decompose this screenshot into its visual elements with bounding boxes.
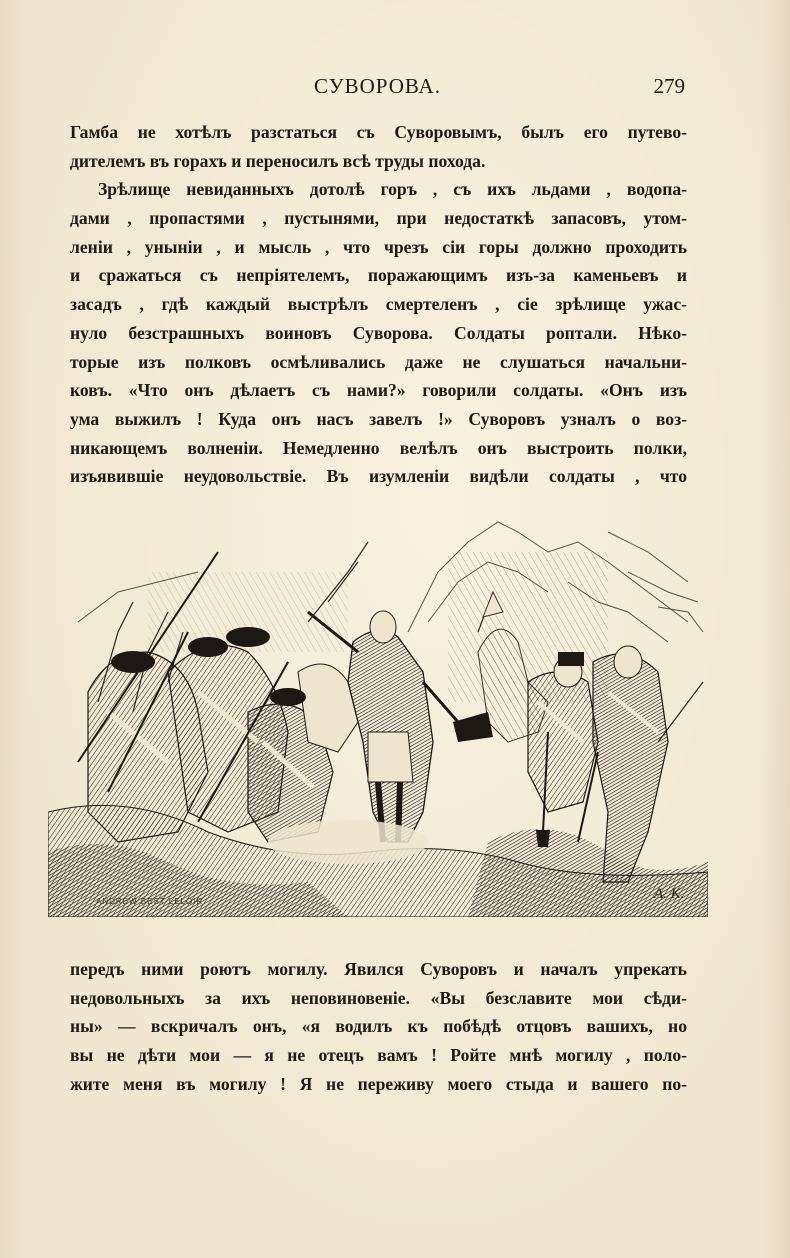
text-line: торые изъ полковъ осмѣливались даже не слушаться начальни-: [70, 351, 687, 372]
engraving-illustration: [48, 512, 708, 917]
text-line: вы не дѣти мои — я не отецъ вамъ ! Ройте мнѣ могилу , поло-: [70, 1045, 687, 1066]
text-line: никающемъ волненіи. Немедленно велѣлъ онъ выстроить полки,: [70, 437, 687, 458]
text-line: леніи , уныніи , и мысль , что чрезъ сіи горы должно проходить: [70, 236, 687, 257]
text-line: засадъ , гдѣ каждый выстрѣлъ смертеленъ , сіе зрѣлище ужас-: [70, 294, 687, 315]
text-line: недовольныхъ за ихъ неповиновеніе. «Вы безславите мои сѣди-: [70, 987, 687, 1008]
text-line: дами , пропастями , пустынями, при недостаткѣ запасовъ, утом-: [70, 208, 687, 229]
engraver-signature: ANDREW BEST LELOIR: [96, 897, 204, 906]
engraving-drawing: [48, 512, 708, 917]
artist-monogram: А. К.: [654, 886, 685, 902]
page-number: 279: [653, 74, 685, 98]
text-line: изъявившіе неудовольствіе. Въ изумленіи видѣли солдаты , что: [70, 466, 687, 487]
text-line: дителемъ въ горахъ и переносилъ всѣ труды похода.: [70, 150, 486, 171]
text-block-bottom: [70, 955, 687, 1098]
text-line: ны» — вскричалъ онъ, «я водилъ къ побѣдѣ отцовъ вашихъ, но: [70, 1016, 687, 1037]
text-line: и сражаться съ непріятелемъ, поражающимъ изъ-за каменьевъ и: [70, 265, 687, 286]
text-line: нуло безстрашныхъ воиновъ Суворова. Солдаты роптали. Нѣко-: [70, 322, 687, 343]
running-head: СУВОРОВА.: [314, 74, 441, 98]
text-line: Зрѣлище невиданныхъ дотолѣ горъ , съ ихъ льдами , водопа-: [98, 179, 687, 200]
text-block-top: [70, 118, 687, 491]
text-line: ковъ. «Что онъ дѣлаетъ съ нами?» говорили солдаты. «Онъ изъ: [70, 380, 687, 401]
page-header: [70, 74, 685, 104]
text-line: передъ ними роютъ могилу. Явился Суворовъ и началъ упрекать: [70, 959, 687, 979]
text-line: ума выжилъ ! Куда онъ насъ завелъ !» Суворовъ узналъ о воз-: [70, 408, 687, 429]
text-line: жите меня въ могилу ! Я не переживу моего стыда и вашего по-: [70, 1073, 687, 1094]
text-line: Гамба не хотѣлъ разстаться съ Суворовымъ, былъ его путево-: [70, 122, 687, 142]
